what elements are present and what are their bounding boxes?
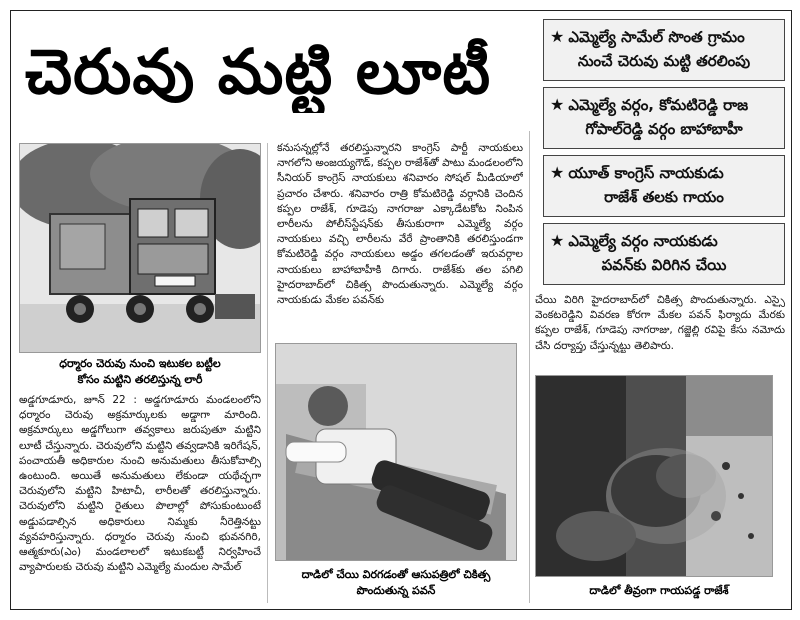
highlight-box-3	[543, 155, 785, 217]
highlight-4-line1: ఎమ్మెల్యే వర్గం నాయకుడు	[568, 232, 718, 250]
body-right-text: చేయి విరిగి హైదరాబాద్‌లో చికిత్స పొందుతున్నారు. ఎస్సై వెంకటరెడ్డిని వివరణ కోరగా మేకల పవన్ ఫిర్యాదు మేరకు కప్పల రాజేశ్, గూడెపు నాగరాజు, గజ్జెల్లి రవిపై కేసు నమోదు చేసి దర్యాప్తు చేస్తున్నట్టు తెలిపారు.	[535, 294, 785, 352]
article-body-middle	[277, 141, 523, 337]
body-left-text: అడ్డగూడూరు, జూన్ 22 : అడ్డగూడూరు మండలంలోని ధర్మారం చెరువు అక్రమార్కులకు అడ్డాగా మారింది. అక్రమార్కులు అడ్డగోలుగా తవ్వకాలు జరుపుతూ మట్టిని లూటీ చేస్తున్నారు. చెరువులోని మట్టిని తవ్వడానికి ఇరిగేషన్, పంచాయతీ అధికారుల నుంచి అనుమతులు తీసుకోవాల్సి ఉంటుంది. అయితే అనుమతులు లేకుండా యథేచ్ఛగా చెరువులోని మట్టిని హిటాచీ, లారీలతో తరలిస్తున్నారు. చెరువులోని మట్టిని రైతులు పొలాల్లో పోసుకుంటుంటే అడ్డుపడాల్సిన అధికారులు నిమ్మకు నీరెత్తినట్టు వ్యవహరిస్తున్నారు. ధర్మారం చెరువు నుంచి భువనగిరి, ఆత్మకూరు(ఎం) మండలాలలో ఇటుకబట్టీ నిర్వహించే వ్యాపారులకు చెరువు మట్టిని ఎమ్మెల్యే మందుల సామేల్	[19, 394, 261, 574]
highlight-3-line2: రాజేశ్ తలకు గాయం	[604, 188, 724, 206]
star-icon: ★	[550, 27, 565, 46]
rajesh-caption: దాడిలో తీవ్రంగా గాయపడ్డ రాజేశ్	[589, 584, 729, 597]
article-body-left	[19, 393, 261, 603]
highlight-1-line1: ఎమ్మెల్యే సామేల్ సొంత గ్రామం	[568, 28, 745, 46]
injured-man-illustration	[536, 376, 772, 576]
star-icon: ★	[550, 163, 565, 182]
truck-caption: ధర్మారం చెరువు నుంచి ఇటుకల బట్టీల కోసం మట్టిని తరలిస్తున్న లారీ	[59, 357, 221, 386]
star-icon: ★	[550, 231, 565, 250]
highlight-3-line1: యూత్ కాంగ్రెస్ నాయకుడు	[568, 164, 724, 182]
headline: చెరువు మట్టి లూటీ	[25, 35, 492, 108]
hospital-bed-illustration	[276, 344, 516, 560]
highlight-box-4	[543, 223, 785, 285]
truck-photo	[19, 143, 261, 353]
highlight-box-2	[543, 87, 785, 149]
pavan-caption: దాడిలో చేయి విరగడంతో ఆసుపత్రిలో చికిత్స పొందుతున్న పవన్	[301, 568, 491, 597]
pavan-photo	[275, 343, 517, 561]
body-middle-text: కనుసన్నల్లోనే తరలిస్తున్నారని కాంగ్రెస్ పార్టీ నాయకులు నాగలోని అంజయ్యగౌడ్, కప్పల రాజేశ్‌తో పాటు మండలంలోని సీనియర్ కాంగ్రెస్ నాయకులు శనివారం సోషల్ మీడియాలో ప్రచారం చేశారు. శనివారం రాత్రి కోమటిరెడ్డి వర్గానికి చెందిన కప్పల రాజేశ్, గూడెపు నాగరాజు ఎక్కాడేటకోట నింపిన లారీలను పోలీస్‌స్టేషన్‌కు తీసుకురాగా ఎమ్మెల్యే వర్గం నాయకులు వచ్చి లారీలను వేరే ప్రాంతానికి తరలిస్తుండగా కోమటిరెడ్డి వర్గం నాయకులు అడ్డం తగలడంతో ఇరువర్గాల నాయకులు బాహాబాహీకి దిగారు. రాజేశ్‌కు తల పగిలి హైదరాబాద్‌లో చికిత్స పొందుతున్నారు. ఎమ్మెల్యే వర్గం నాయకుడు మేకల పవన్‌కు	[277, 142, 523, 307]
star-icon: ★	[550, 95, 565, 114]
article-body-right	[535, 293, 785, 369]
rajesh-photo	[535, 375, 773, 577]
newspaper-clipping	[10, 10, 792, 610]
highlight-box-1	[543, 19, 785, 81]
truck-illustration	[20, 144, 260, 352]
column-divider	[267, 143, 268, 603]
highlight-4-line2: పవన్‌కు విరిగిన చేయి	[601, 256, 727, 274]
column-divider	[529, 131, 530, 603]
highlight-1-line2: నుంచే చెరువు మట్టి తరలింపు	[577, 52, 751, 70]
highlight-2-line1: ఎమ్మెల్యే వర్గం, కోమటిరెడ్డి రాజ	[568, 96, 749, 114]
highlight-2-line2: గోపాల్‌రెడ్డి వర్గం బాహాబాహీ	[585, 120, 743, 138]
